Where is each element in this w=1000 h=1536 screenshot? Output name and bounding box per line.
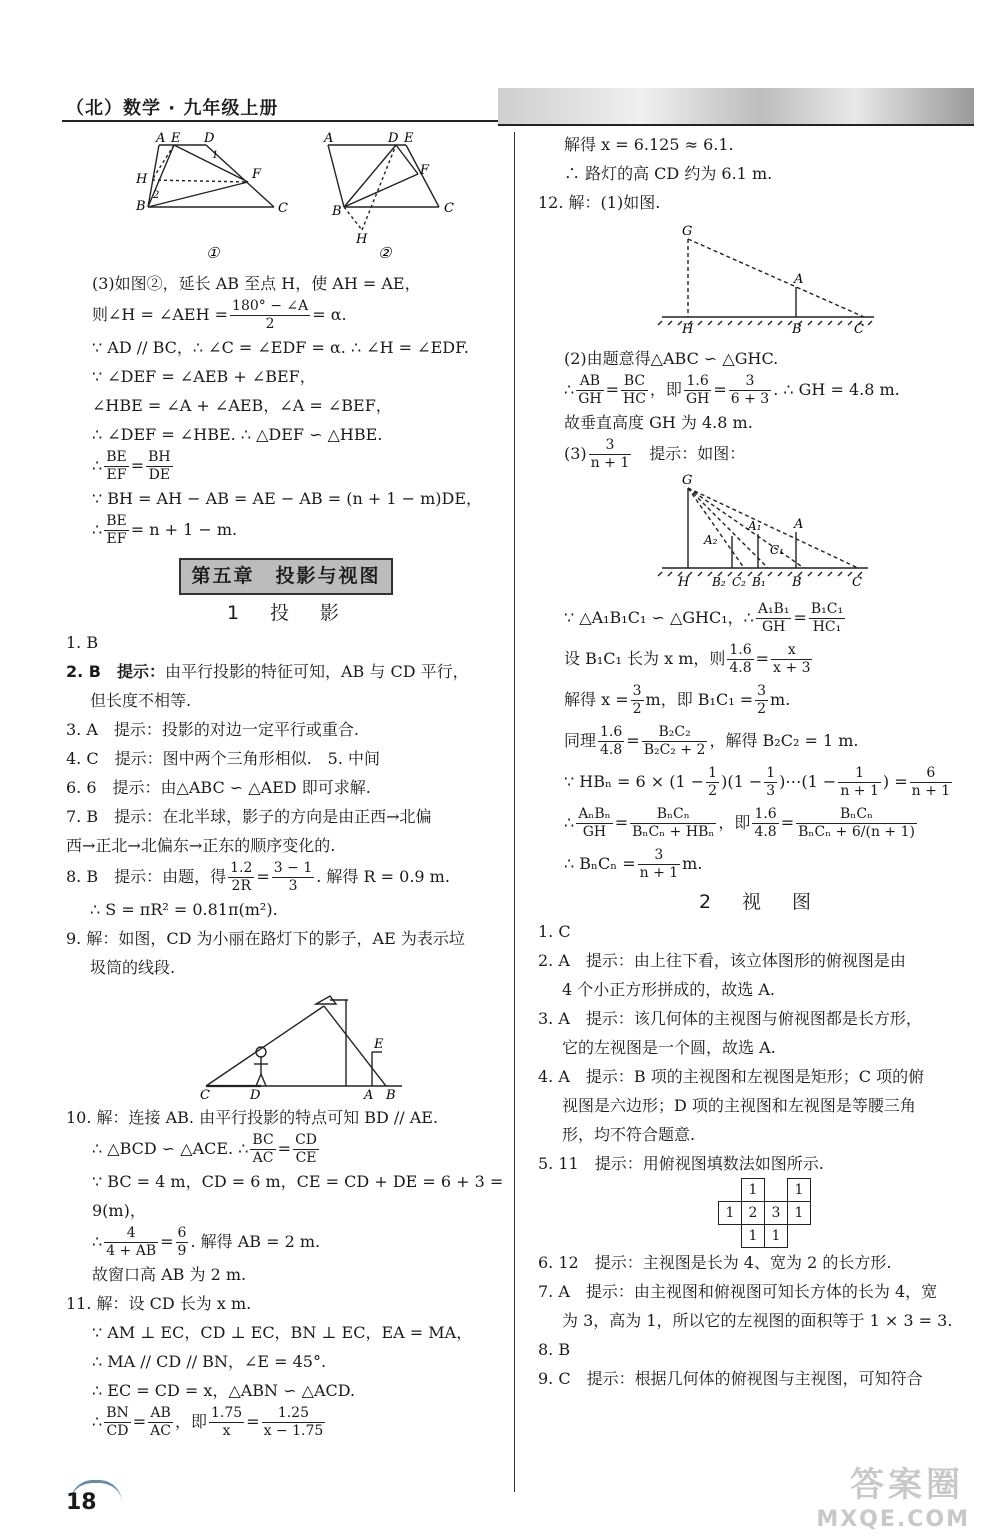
fraction [621,373,648,408]
denominator: GH [685,391,710,407]
grid-cell: 1 [765,1225,788,1248]
numerator: BₙCₙ [796,806,917,824]
text-line: ∴ MA // CD // BN，∠E = 45°. [92,1352,327,1371]
formula-line [538,601,978,636]
formula-line [66,1225,506,1260]
fig9-label-c: C [200,1088,210,1103]
text: = [130,456,145,475]
answer-6: 6. 6 提示：由△ABC ∽ △AED 即可求解. [66,778,371,797]
header-title: （北）数学 · 九年级上册 [66,98,279,119]
view-answer-3: 3. A 提示：该几何体的主视图与俯视图都是长方形， [538,1009,922,1028]
denominator: EF [106,531,127,547]
right-column [538,130,978,1393]
section-heading: 1 投 影 [226,602,346,624]
text-line: ∵ AD // BC，∴ ∠C = ∠EDF = α. ∴ ∠H = ∠EDF. [92,338,469,357]
grid-cell: 1 [719,1202,742,1225]
numerator: 3 [638,847,681,865]
text: = α. [312,305,347,324]
denominator: n + 1 [911,783,951,799]
denominator: BₙCₙ + HBₙ [632,824,715,840]
text-line: 圾筒的线段. [90,958,176,977]
denominator: 9 [177,1243,187,1259]
fraction [262,1405,326,1440]
text: ∴ [564,813,575,832]
fig12a-label-b: B [792,322,802,337]
text: = [160,1232,174,1251]
denominator: 4 + AB [106,1243,157,1259]
text: = [132,1412,147,1431]
text-line: 它的左视图是一个圆，故选 A. [562,1038,776,1057]
numerator: 1.25 [262,1405,326,1423]
numerator: AB [576,373,603,391]
answer-2 [66,657,506,686]
text: ∴ [564,380,575,399]
view-answer-9: 9. C 提示：根据几何体的俯视图与主视图，可知符合 [538,1369,923,1388]
fraction [146,449,173,484]
denominator: B₂C₂ + 2 [643,742,706,758]
text: = [780,813,795,832]
denominator: 2R [231,878,251,894]
text-line: ∵ AM ⊥ EC，CD ⊥ EC，BN ⊥ EC，EA = MA， [92,1323,473,1342]
fraction [104,1225,158,1260]
fraction [272,860,314,895]
denominator: HC₁ [812,619,842,635]
grid-cell: 3 [765,1202,788,1225]
text-line: 故垂直高度 GH 为 4.8 m. [564,413,753,432]
denominator: GH [582,824,607,840]
formula-line [538,806,978,841]
denominator: 2 [757,701,767,717]
grid-row [719,1225,811,1248]
text: = [256,867,270,886]
numerator: BE [106,449,127,465]
fraction [250,1132,275,1167]
fraction [576,806,613,841]
fig12b-label-b2: B₂ [712,575,726,589]
denominator: 4.8 [729,660,752,676]
fraction [796,806,917,841]
text: )(1 − [721,772,763,791]
text: ∴ [92,456,103,475]
text: 设 B₁C₁ 长为 x m，则 [564,649,726,668]
watermark-url: MXQE.COM [816,1507,970,1532]
denominator: CD [106,1423,129,1439]
text: ∵ △A₁B₁C₁ ∽ △GHC₁，∴ [564,608,754,627]
fraction [809,601,845,636]
text-line: 故窗口高 AB 为 2 m. [92,1265,247,1284]
fraction [684,373,711,408]
text: ∴ △BCD ∽ △ACE. ∴ [92,1139,249,1158]
fig9-label-e: E [374,1037,384,1052]
text-line: 形，均不符合题意. [562,1125,696,1144]
numerator: 3 [632,683,642,699]
fig12b-label-a2: A₂ [704,533,718,547]
fig1-label-e: E [171,131,181,146]
fraction [293,1132,319,1167]
denominator: x + 3 [773,660,811,676]
fig2-label-f: F [420,163,430,178]
fig2-label-h: H [356,232,368,247]
formula-line [538,683,978,718]
answer-1: 1. B [66,633,99,652]
text: m. [682,854,703,873]
numerator: 6 [177,1225,187,1241]
text: = [626,731,640,750]
fraction [638,847,681,882]
text: = [277,1139,292,1158]
formula-line [66,1132,506,1167]
fraction [631,683,644,718]
numerator: 1 [838,765,881,783]
denominator: n + 1 [840,783,879,799]
chapter-heading-wrap [66,558,506,595]
fig12b-label-a: A [794,517,804,532]
fig12a-label-h: H [682,322,694,337]
denominator: GH [761,619,786,635]
text-line: 解得 x = 6.125 ≈ 6.1. [564,135,734,154]
numerator: 6 [910,765,953,783]
fig12b-label-c1: C₁ [770,543,784,557]
denominator: 4.8 [600,742,623,758]
text-line: 9(m)， [92,1201,146,1220]
fig1-label-f: F [252,167,262,182]
formula-line [538,642,978,677]
fig1-label-1: 1 [212,150,219,161]
answer-7: 7. B 提示：在北半球，影子的方向是由正西→北偏 [66,807,432,826]
grid-cell: 1 [742,1179,765,1202]
text-line: 为 3，高为 1，所以它的左视图的面积等于 1 × 3 = 3. [562,1311,953,1330]
numerator: 1.75 [210,1405,243,1421]
fraction [104,449,129,484]
denominator: x [222,1423,231,1439]
fig2-label-c: C [444,201,454,216]
numerator: 1 [708,765,718,781]
formula-line [538,765,978,800]
text-line: ∴ S = πR² = 0.81π(m²). [90,900,278,919]
fraction [228,860,254,895]
text-line: (2)由题意得△ABC ∽ △GHC. [564,349,779,368]
text: m，即 B₁C₁ = [645,690,754,709]
figure-12-3 [538,472,968,592]
text-line: ∵ BC = 4 m，CD = 6 m，CE = CD + DE = 6 + 3 = [92,1172,504,1191]
fraction [838,765,881,800]
grid-row [719,1179,811,1202]
fig12b-label-c2: C₂ [732,575,746,589]
fig2-label-e: E [404,131,414,146]
numerator: 3 [729,373,771,391]
text: = n + 1 − m. [130,520,238,539]
text: 由平行投影的特征可知，AB 与 CD 平行， [164,662,469,681]
numerator: 1.6 [684,373,711,391]
fraction [771,642,812,677]
view-answer-6: 6. 12 提示：主视图是长为 4、宽为 2 的长方形. [538,1253,892,1272]
denominator: GH [578,391,602,407]
denominator: AC [150,1423,171,1439]
text: ，解得 B₂C₂ = 1 m. [709,731,859,750]
text-line: ∴ 路灯的高 CD 约为 6.1 m. [564,164,773,183]
numerator: BH [148,449,171,465]
numerator: AₙBₙ [578,806,611,822]
numerator: 1 [766,765,776,781]
watermark-logo: 答案圈 [850,1465,964,1505]
text-line: ∠HBE = ∠A + ∠AEB，∠A = ∠BEF， [92,396,392,415]
text-line: 西→正北→北偏东→正东的顺序变化的. [66,836,336,855]
fig12b-label-b: B [792,575,802,590]
fig1-label-d: D [204,131,215,146]
fraction [209,1405,244,1440]
grid-row [719,1202,811,1225]
formula-line [538,724,978,759]
denominator: AC [252,1150,274,1166]
text-line: ∴ EC = CD = x，△ABN ∽ △ACD. [92,1381,356,1400]
text-line: ∵ ∠DEF = ∠AEB + ∠BEF， [92,367,316,386]
answer-9: 9. 解：如图，CD 为小丽在路灯下的影子，AE 为表示垃 [66,929,465,948]
fraction [755,683,768,718]
formula-line [538,437,978,472]
text: ∴ [92,1232,103,1251]
view-answer-7: 7. A 提示：由主视图和俯视图可知长方体的长为 4，宽 [538,1282,938,1301]
answer-8 [66,860,506,895]
numerator: 1.6 [600,724,623,740]
denominator: n + 1 [590,455,630,471]
answer-label: 2. B 提示： [66,662,165,681]
formula-line [66,449,506,484]
numerator: BₙCₙ [630,806,716,824]
fraction [598,724,624,759]
fraction [576,373,603,408]
text-line: 4 个小正方形拼成的，故选 A. [562,980,775,999]
text: ∴ BₙCₙ = [564,854,636,873]
fig1-label-h: H [136,172,148,187]
numerator: 3 − 1 [273,860,313,876]
numerator: 1.6 [754,806,777,822]
fig12b-label-c: C [852,575,862,590]
formula-line [538,847,978,882]
text: ，即 [649,380,682,399]
fraction [176,1225,189,1260]
text: 8. B 提示：由题，得 [66,867,227,886]
fraction [729,373,771,408]
numerator: 1.6 [729,642,752,658]
formula-line [66,1405,506,1440]
answer-11: 11. 解：设 CD 长为 x m. [66,1294,252,1313]
page-number: 18 [66,1490,97,1515]
text: . ∴ GH = 4.8 m. [773,380,900,399]
fraction [764,765,777,800]
denominator: 4.8 [754,824,777,840]
figure-street-lamp [66,982,496,1103]
denominator: 2 [265,316,275,332]
fraction [104,1405,131,1440]
denominator: 3 [288,878,298,894]
text: = [713,380,727,399]
figure-12-1 [538,217,968,335]
text: ，即 [718,813,751,832]
numerator: 4 [104,1225,158,1243]
numerator: CD [295,1132,318,1148]
numerator: A₁B₁ [757,601,790,617]
fig9-label-b: B [386,1088,396,1103]
fraction [756,601,792,636]
text: = [755,649,770,668]
fraction [752,806,778,841]
denominator: n + 1 [639,865,679,881]
figure-2 [328,145,439,230]
denominator: EF [106,467,127,483]
numerator: BN [106,1405,129,1421]
fig1-label-b: B [136,199,146,214]
text-line: 但长度不相等. [90,691,192,710]
text: 则∠H = ∠AEH = [92,305,229,324]
chapter-heading: 第五章 投影与视图 [179,558,392,595]
view-answer-1: 1. C [538,922,571,941]
numerator: x [771,642,812,660]
answer-3: 3. A 提示：投影的对边一定平行或重合. [66,720,359,739]
view-answer-8: 8. B [538,1340,571,1359]
numerator: BC [621,373,648,391]
denominator: 3 [766,783,776,799]
fig12b-label-b1: B₁ [752,575,766,589]
grid-cell: 2 [742,1202,765,1225]
denominator: 6 + 3 [730,391,770,407]
fraction [727,642,753,677]
section-heading: 2 视 图 [698,891,818,913]
fig1-caption: ① [206,244,220,262]
fig1-label-2: 2 [153,190,160,201]
fraction [642,724,708,759]
text: (3) [564,444,587,463]
text: = [793,608,807,627]
formula-line [538,373,978,408]
text: . 解得 R = 0.9 m. [316,867,450,886]
numerator: AB [148,1405,173,1423]
answer-12: 12. 解：(1)如图. [538,193,661,212]
fraction [706,765,719,800]
text: . 解得 AB = 2 m. [190,1232,321,1251]
answer-4: 4. C 提示：图中两个三角形相似. 5. 中间 [66,749,381,768]
numerator: BC [252,1132,274,1148]
denominator: DE [148,467,171,483]
fig2-label-a: A [324,131,334,146]
fraction [910,765,953,800]
fig12b-label-h: H [678,575,690,590]
fig12b-label-a1: A₁ [748,519,762,533]
fig1-label-c: C [278,201,288,216]
view-answer-5: 5. 11 提示：用俯视图填数法如图所示. [538,1154,824,1173]
text: ∴ [92,520,103,539]
numerator: BE [106,513,127,529]
text: ，即 [174,1412,207,1431]
fraction [589,437,632,472]
text-line: ∴ ∠DEF = ∠HBE. ∴ △DEF ∽ △HBE. [92,425,383,444]
fig9-label-a: A [364,1088,374,1103]
text-line: 视图是六边形；D 项的主视图和左视图是等腰三角 [562,1096,916,1115]
denominator: CE [295,1150,317,1166]
numerator: B₂C₂ [642,724,708,742]
text: = [246,1412,260,1431]
numerator: 180° − ∠A [232,298,309,314]
fig2-label-b: B [332,204,342,219]
figure-trapezoids [66,130,496,260]
fig12b-label-g: G [682,473,693,488]
fraction [230,298,310,333]
grid-cell: 1 [788,1202,811,1225]
text: 解得 x = [564,690,629,709]
header-banner-image [498,88,974,126]
top-view-number-grid [718,1178,811,1248]
text: 同理 [564,731,597,750]
fraction [148,1405,173,1440]
left-column [66,130,506,1440]
answer-10: 10. 解：连接 AB. 由平行投影的特点可知 BD // AE. [66,1108,439,1127]
denominator: 2 [708,783,718,799]
fraction [630,806,716,841]
header-rule [62,120,502,122]
numerator: 3 [589,437,632,455]
text-line: ∵ BH = AH − AB = AE − AB = (n + 1 − m)DE， [92,489,483,508]
text: = [614,813,629,832]
formula-line [66,513,506,548]
text: = [605,380,619,399]
fig1-label-a: A [156,131,166,146]
text: m. [770,690,791,709]
text: ∴ [92,1412,103,1431]
page-header [62,88,972,128]
text-line: (3)如图②，延长 AB 至点 H，使 AH = AE， [92,274,421,293]
denominator: BₙCₙ + 6/(n + 1) [798,824,915,840]
text: ∵ HBₙ = 6 × (1 − [564,772,705,791]
text: )⋯(1 − [779,772,837,791]
view-answer-2: 2. A 提示：由上往下看，该立体图形的俯视图是由 [538,951,906,970]
fraction [104,513,129,548]
numerator: 1.2 [230,860,253,876]
denominator: x − 1.75 [263,1423,324,1439]
denominator: HC [623,391,646,407]
fig2-label-d: D [388,131,399,146]
fig12a-label-a: A [794,272,804,287]
denominator: 2 [632,701,642,717]
fig2-caption: ② [378,244,392,262]
numerator: 3 [757,683,767,699]
formula-line [66,298,506,333]
view-answer-4: 4. A 提示：B 项的主视图和左视图是矩形；C 项的俯 [538,1067,925,1086]
fig12a-label-c: C [854,322,864,337]
text: 提示：如图： [633,444,746,463]
fig9-label-d: D [250,1088,261,1103]
fig12a-label-g: G [682,224,693,239]
grid-cell: 1 [788,1179,811,1202]
column-divider [514,132,515,1492]
numerator: B₁C₁ [810,601,844,617]
grid-cell: 1 [742,1225,765,1248]
text: ) = [882,772,908,791]
